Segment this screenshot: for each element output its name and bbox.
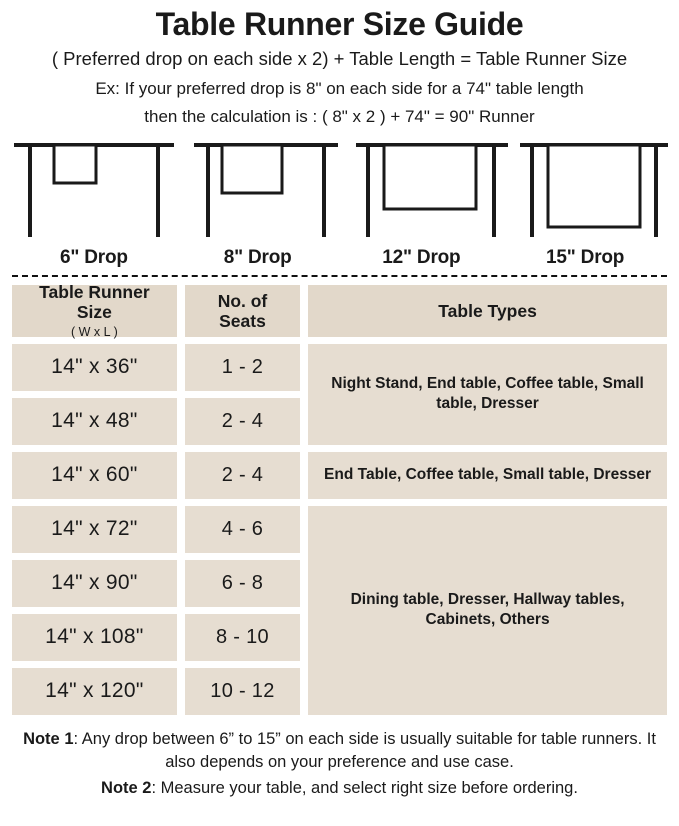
drop-diagram: [8, 137, 671, 245]
table-row: 10 - 12: [185, 668, 300, 715]
table-row: 14" x 72": [12, 506, 177, 553]
header-seats-main: No. of Seats: [217, 290, 268, 331]
note-2-label: Note 2: [101, 778, 152, 797]
table-row: 1 - 2: [185, 344, 300, 391]
header-runner-size-sub: ( W x L ): [71, 324, 118, 339]
note-1-label: Note 1: [23, 729, 74, 748]
column-seats: [185, 285, 300, 722]
column-runner-size: [12, 282, 177, 722]
table-row: 14" x 60": [12, 452, 177, 499]
notes-section: [8, 728, 671, 800]
table-row: 14" x 48": [12, 398, 177, 445]
table-row: 2 - 4: [185, 452, 300, 499]
table-row: 14" x 36": [12, 344, 177, 391]
drop-diagram-svg: [8, 137, 671, 245]
example-line-1: Ex: If your preferred drop is 8" on each side for a 74" table length: [95, 78, 584, 98]
note-1-text: : Any drop between 6” to 15” on each side is usually suitable for table runners. It also depends on your preference and use case.: [73, 729, 656, 772]
table-row: 14" x 108": [12, 614, 177, 661]
table-row: 8 - 10: [185, 614, 300, 661]
table-row: 14" x 120": [12, 668, 177, 715]
formula-text: ( Preferred drop on each side x 2) + Table Length = Table Runner Size: [51, 47, 628, 69]
note-1: [14, 728, 665, 775]
header-table-types: [308, 285, 667, 337]
page-title: Table Runner Size Guide: [155, 6, 524, 42]
table-row: 14" x 90": [12, 560, 177, 607]
size-guide-page: [0, 6, 679, 826]
drop-label-8: 8" Drop: [223, 246, 292, 268]
table-row: 2 - 4: [185, 398, 300, 445]
table-row: 6 - 8: [185, 560, 300, 607]
dashed-divider: [12, 275, 667, 277]
size-table: [8, 282, 671, 722]
header-seats: [185, 285, 300, 337]
drop-label-15: 15" Drop: [546, 246, 625, 268]
table-row: 4 - 6: [185, 506, 300, 553]
note-2-text: : Measure your table, and select right size before ordering.: [151, 778, 578, 797]
drop-label-row: [8, 247, 671, 269]
table-row: Dining table, Dresser, Hallway tables, Cabinets, Others: [308, 506, 667, 715]
table-row: End Table, Coffee table, Small table, Dresser: [308, 452, 667, 499]
header-runner-size-main: Table Runner Size: [39, 282, 150, 323]
header-table-types-main: Table Types: [438, 300, 537, 321]
header-runner-size: [12, 282, 177, 339]
column-table-types: [308, 285, 667, 722]
drop-label-6: 6" Drop: [59, 246, 128, 268]
note-2: [14, 777, 665, 800]
table-row: Night Stand, End table, Coffee table, Small table, Dresser: [308, 344, 667, 445]
example-line-2: then the calculation is : ( 8" x 2 ) + 74" = 90" Runner: [144, 107, 535, 127]
drop-label-12: 12" Drop: [382, 246, 461, 268]
